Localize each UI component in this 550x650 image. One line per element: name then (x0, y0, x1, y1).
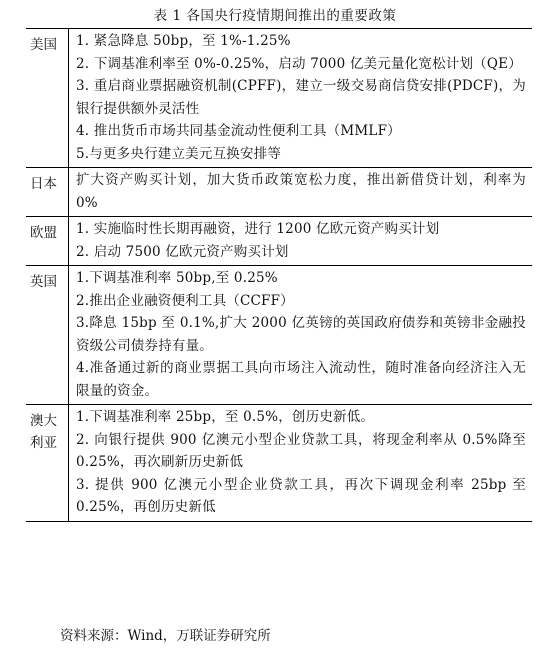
policy-item: 5.与更多央行建立美元互换安排等 (76, 145, 282, 162)
table-row-us (26, 29, 532, 167)
policy-item: 扩大资产购买计划，加大货币政策宽松力度，推出新借贷计划，利率为 0% (76, 172, 526, 211)
policy-item: 3. 重启商业票据融资机制(CPFF)，建立一级交易商信贷安排(PDCF)，为银行提供额外灵活性 (76, 78, 526, 117)
policy-item: 4. 推出货币市场共同基金流动性便利工具（MMLF） (76, 123, 401, 139)
policy-table (26, 28, 532, 522)
policy-cell (69, 266, 532, 404)
policy-item: 1. 紧急降息 50bp，至 1%-1.25% (76, 33, 291, 49)
policy-item: 4.准备通过新的商业票据工具向市场注入流动性，随时准备向经济注入无限量的资金。 (76, 360, 526, 399)
table-row-japan (26, 167, 532, 216)
policy-cell (69, 168, 532, 216)
policy-item: 3. 提供 900 亿澳元小型企业贷款工具，再次下调现金利率 25bp 至 0.25%，再创历史新低 (76, 476, 526, 515)
policy-item: 2. 向银行提供 900 亿澳元小型企业贷款工具，将现金利率从 0.5%降至 0.25%，再次刷新历史新低 (76, 431, 526, 470)
table-row-eu (26, 216, 532, 265)
policy-item: 1. 实施临时性长期再融资，进行 1200 亿欧元资产购买计划 (76, 221, 440, 237)
country-cell: 欧盟 (26, 217, 69, 265)
policy-cell (69, 405, 532, 521)
policy-item: 1.下调基准利率 25bp，至 0.5%，创历史新低。 (76, 409, 375, 425)
policy-cell (69, 29, 532, 167)
policy-item: 3.降息 15bp 至 0.1%,扩大 2000 亿英镑的英国政府债券和英镑非金融投资级公司债券持有量。 (76, 315, 526, 354)
policy-item: 2.推出企业融资便利工具（CCFF） (76, 292, 294, 309)
policy-item: 2. 启动 7500 亿欧元资产购买计划 (76, 243, 289, 260)
policy-item: 2. 下调基准利率至 0%-0.25%，启动 7000 亿美元量化宽松计划（QE） (76, 55, 522, 72)
country-cell: 美国 (26, 29, 69, 167)
country-cell: 英国 (26, 266, 69, 404)
table-row-australia (26, 404, 532, 521)
country-cell: 日本 (26, 168, 69, 216)
country-cell: 澳大利亚 (26, 405, 69, 521)
source-note: 资料来源：Wind，万联证券研究所 (60, 628, 271, 644)
table-row-uk (26, 265, 532, 404)
policy-item: 1.下调基准利率 50bp,至 0.25% (76, 270, 278, 286)
policy-cell (69, 217, 532, 265)
table-caption: 表 1 各国央行疫情期间推出的重要政策 (153, 8, 397, 24)
